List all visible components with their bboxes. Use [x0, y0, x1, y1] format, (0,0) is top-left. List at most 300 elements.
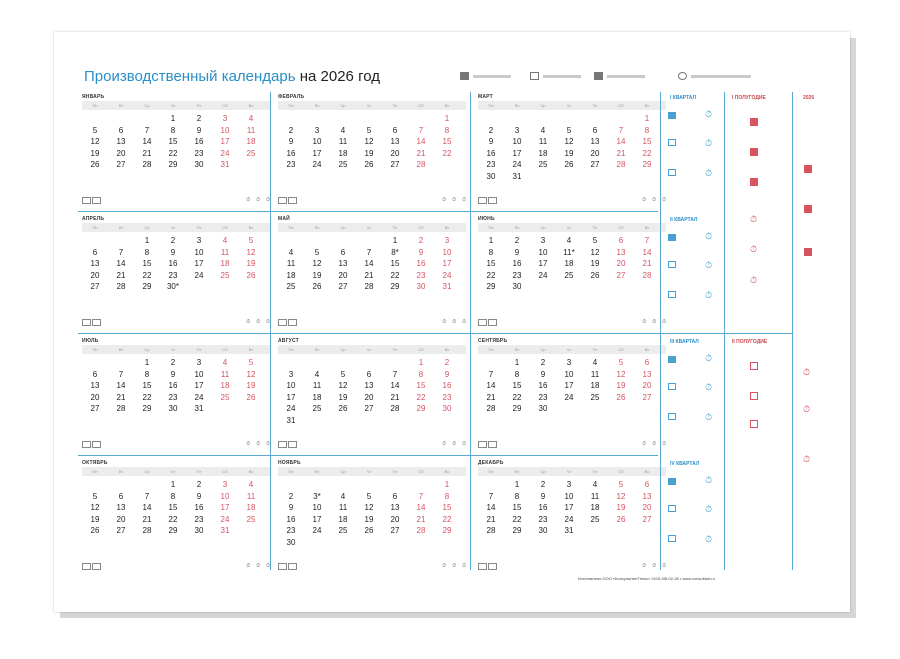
day-cell: 9	[444, 369, 450, 379]
day-cell	[238, 403, 264, 415]
clock-icon: ⏱	[452, 319, 457, 325]
month-name: АПРЕЛЬ	[82, 216, 105, 222]
day-cell: 11	[338, 503, 348, 512]
day-cell	[330, 235, 356, 247]
day-cell: 2	[196, 114, 202, 123]
day-cell: 19	[246, 259, 256, 268]
quarter-hours-icon: ⏱	[705, 534, 713, 544]
day-cell	[82, 113, 108, 125]
weekday-label: Чт	[366, 347, 372, 352]
day-cell: 30	[486, 171, 496, 181]
day-cell: 7	[488, 491, 494, 501]
day-cell: 16	[538, 503, 548, 512]
month-summary	[478, 317, 666, 327]
weekday-label: Вт	[314, 347, 320, 352]
quarter-4-label: IV КВАРТАЛ	[670, 461, 700, 467]
weekday-label: Ср	[340, 469, 346, 474]
day-cell: 3*	[313, 491, 321, 501]
day-cell	[478, 357, 504, 369]
day-grid	[278, 235, 466, 293]
day-cell: 19	[90, 514, 100, 524]
day-cell: 27	[90, 282, 100, 291]
weekday-label: Пт	[592, 469, 598, 474]
day-cell: 23	[286, 160, 296, 169]
day-cell: 18	[538, 148, 548, 158]
day-cell: 6	[644, 480, 650, 489]
weekday-label: Пн	[488, 469, 494, 474]
day-cell: 16	[168, 259, 178, 268]
day-cell: 12	[90, 137, 100, 146]
day-cell: 24	[194, 392, 204, 402]
month-name: ДЕКАБРЬ	[478, 460, 504, 466]
day-cell: 17	[220, 137, 230, 146]
day-grid	[478, 357, 666, 415]
day-cell: 29	[390, 282, 400, 291]
day-cell	[478, 113, 504, 125]
year-days-icon	[804, 248, 812, 256]
day-cell: 2	[444, 358, 450, 367]
day-cell: 13	[338, 259, 348, 268]
day-cell	[608, 281, 634, 293]
weekday-header	[278, 223, 466, 232]
day-cell: 9	[196, 125, 202, 135]
weekday-label: Ср	[540, 225, 546, 230]
day-cell: 9	[170, 247, 176, 257]
weekday-label: Ср	[144, 225, 150, 230]
day-cell: 15	[512, 381, 522, 390]
hours-icons	[642, 197, 666, 203]
day-cell	[582, 403, 608, 415]
quarter-days-icon	[668, 478, 676, 485]
legend-workday	[530, 72, 581, 80]
day-cell: 2	[488, 125, 494, 135]
day-cell: 19	[564, 148, 574, 158]
weekday-label: Чт	[566, 103, 572, 108]
day-cell: 22	[142, 392, 152, 402]
day-cell: 13	[116, 137, 126, 146]
workdays-box-icon	[82, 197, 91, 204]
day-cell: 24	[538, 270, 548, 280]
workdays-box-icon	[82, 319, 91, 326]
day-cell: 20	[590, 148, 600, 158]
day-cell: 5	[248, 358, 254, 367]
weekday-label: Пн	[288, 469, 294, 474]
day-cell: 11*	[563, 247, 575, 257]
day-cell: 27	[616, 270, 626, 280]
clock-icon: ⏱	[256, 563, 261, 569]
day-cell: 14	[390, 381, 400, 390]
clock-icon: ⏱	[462, 319, 466, 325]
month-0	[82, 93, 270, 213]
day-cell: 5	[340, 369, 346, 379]
day-cell: 5	[314, 247, 320, 257]
title-main: Производственный календарь	[84, 68, 296, 85]
weekday-label: Пн	[488, 347, 494, 352]
day-cell: 17	[220, 503, 230, 512]
year-days-icon	[804, 165, 812, 173]
weekday-label: Пт	[392, 103, 398, 108]
col-divider	[270, 92, 271, 570]
day-cell: 28	[642, 270, 652, 280]
day-cell	[330, 113, 356, 125]
weekday-label: Ср	[144, 469, 150, 474]
day-cell: 19	[312, 270, 322, 280]
day-cell: 1	[170, 114, 176, 123]
day-cell: 12	[590, 247, 600, 257]
day-cell: 5	[618, 480, 624, 489]
day-cell: 15	[512, 503, 522, 512]
month-summary	[478, 195, 666, 205]
clock-icon: ⏱	[442, 319, 447, 325]
day-cell	[582, 113, 608, 125]
day-cell	[82, 357, 108, 369]
weekday-label: Пт	[392, 469, 398, 474]
clock-icon: ⏱	[662, 563, 666, 569]
weekday-label: Чт	[566, 225, 572, 230]
day-grid	[82, 479, 270, 537]
clock-icon: ⏱	[246, 319, 251, 325]
day-cell: 27	[338, 282, 348, 291]
hours-icons	[442, 441, 466, 447]
weekday-label: Сб	[222, 347, 228, 352]
day-cell: 25	[312, 404, 322, 413]
day-cell: 7	[418, 125, 424, 135]
day-cell: 1	[514, 358, 520, 367]
workdays-box-icon	[478, 441, 487, 448]
weekends-box-icon	[92, 319, 101, 326]
day-cell	[82, 479, 108, 491]
day-cell	[304, 415, 330, 427]
day-cell: 16	[194, 503, 204, 512]
day-cell: 5	[248, 236, 254, 245]
legend-line	[473, 75, 511, 78]
day-cell: 16	[286, 514, 296, 524]
clock-icon: ⏱	[442, 441, 447, 447]
day-cell: 29	[168, 160, 178, 169]
day-cell: 1	[444, 480, 450, 489]
weekday-label: Пт	[196, 347, 202, 352]
day-cell: 4	[314, 369, 320, 379]
day-cell: 23	[538, 514, 548, 524]
day-cell: 4	[340, 491, 346, 501]
day-cell: 28	[486, 526, 496, 535]
day-cell: 18	[338, 148, 348, 158]
day-cell: 18	[246, 503, 256, 512]
day-cell: 7	[392, 369, 398, 379]
day-cell: 10	[286, 381, 296, 390]
day-cell	[304, 235, 330, 247]
day-cell: 21	[642, 259, 652, 268]
day-cell	[408, 479, 434, 491]
day-cell: 21	[116, 270, 126, 280]
day-cell: 12	[246, 247, 256, 257]
day-cell: 19	[246, 381, 256, 390]
day-cell: 27	[116, 160, 126, 169]
month-1	[278, 93, 466, 213]
weekday-label: Сб	[418, 225, 424, 230]
day-cell: 25	[338, 160, 348, 169]
day-cell: 31	[564, 526, 574, 535]
day-cell: 26	[246, 392, 256, 402]
day-cell: 22	[442, 514, 452, 524]
weekday-label: Пн	[488, 103, 494, 108]
day-cell: 14	[142, 137, 152, 146]
day-grid	[478, 235, 666, 293]
weekends-box-icon	[92, 197, 101, 204]
weekday-label: Вс	[248, 347, 254, 352]
quarter-1-label: I КВАРТАЛ	[670, 95, 696, 101]
weekday-label: Вс	[248, 225, 254, 230]
row-divider	[78, 333, 792, 334]
day-cell: 14	[416, 503, 426, 512]
day-cell: 22	[486, 270, 496, 280]
day-cell: 21	[486, 392, 496, 402]
day-cell	[238, 525, 264, 537]
day-cell: 3	[222, 480, 228, 489]
day-cell	[478, 479, 504, 491]
weekday-label: Чт	[366, 103, 372, 108]
day-cell: 12	[90, 503, 100, 512]
day-cell: 7	[488, 369, 494, 379]
day-cell: 19	[616, 381, 626, 390]
day-cell: 28	[486, 404, 496, 413]
day-cell: 19	[90, 148, 100, 158]
half-1-label: I ПОЛУГОДИЕ	[732, 95, 766, 101]
day-grid	[278, 357, 466, 426]
month-11	[478, 459, 666, 579]
clock-icon: ⏱	[652, 197, 657, 203]
day-cell: 25	[220, 392, 230, 402]
day-cell: 8	[514, 369, 520, 379]
workdays-box-icon	[478, 197, 487, 204]
day-cell: 13	[390, 137, 400, 146]
weekends-box-icon	[488, 197, 497, 204]
col-divider	[660, 92, 661, 570]
weekday-header	[278, 467, 466, 476]
day-cell: 18	[590, 381, 600, 390]
day-cell: 25	[246, 514, 256, 524]
day-cell: 22	[512, 514, 522, 524]
day-cell	[582, 525, 608, 537]
day-cell: 25	[338, 526, 348, 535]
day-cell	[238, 159, 264, 171]
day-cell: 11	[590, 369, 600, 379]
day-cell: 21	[364, 270, 374, 280]
weekday-label: Ср	[540, 469, 546, 474]
weekday-label: Вс	[248, 103, 254, 108]
day-cell: 13	[616, 247, 626, 257]
month-name: МАРТ	[478, 94, 493, 100]
day-cell: 11	[538, 137, 548, 146]
day-cell: 10	[538, 247, 548, 257]
month-summary	[278, 317, 466, 327]
day-cell: 13	[364, 381, 374, 390]
weekday-label: Пн	[92, 225, 98, 230]
clock-icon: ⏱	[462, 441, 466, 447]
day-cell: 29	[142, 404, 152, 413]
day-cell: 10	[312, 503, 322, 512]
weekends-box-icon	[288, 197, 297, 204]
clock-icon: ⏱	[266, 197, 270, 203]
clock-icon: ⏱	[642, 441, 647, 447]
day-cell	[134, 479, 160, 491]
weekday-label: Пн	[288, 347, 294, 352]
half-hours-icon: ⏱	[803, 367, 811, 377]
day-cell: 3	[540, 236, 546, 245]
day-cell: 2	[288, 491, 294, 501]
day-cell: 11	[246, 491, 256, 501]
day-cell: 22	[168, 514, 178, 524]
day-cell: 26	[90, 160, 100, 169]
day-cell	[330, 537, 356, 549]
day-cell	[356, 113, 382, 125]
day-cell: 24	[564, 514, 574, 524]
day-cell: 18	[590, 503, 600, 512]
day-cell	[556, 171, 582, 183]
day-cell: 16	[168, 381, 178, 390]
weekday-label: Пт	[196, 225, 202, 230]
day-cell: 16	[442, 381, 452, 390]
day-cell: 3	[566, 480, 572, 489]
day-cell: 13	[642, 491, 652, 501]
day-cell	[330, 357, 356, 369]
quarter-hours-icon: ⏱	[705, 475, 713, 485]
day-cell: 28	[416, 160, 426, 169]
day-cell: 17	[442, 259, 452, 268]
day-cell	[408, 537, 434, 549]
day-cell	[330, 479, 356, 491]
day-cell: 20	[338, 270, 348, 280]
legend-swatch-filled-icon	[594, 72, 603, 80]
clock-icon: ⏱	[442, 197, 447, 203]
weekday-label: Пт	[196, 469, 202, 474]
clock-icon: ⏱	[256, 319, 261, 325]
day-cell	[434, 415, 460, 427]
day-cell: 19	[364, 148, 374, 158]
day-cell: 10	[442, 247, 452, 257]
day-cell: 21	[142, 148, 152, 158]
day-cell: 26	[364, 160, 374, 169]
day-cell: 31	[220, 160, 230, 169]
day-cell: 6	[392, 125, 398, 135]
month-name: ЯНВАРЬ	[82, 94, 105, 100]
day-cell: 26	[564, 160, 574, 169]
day-cell: 29	[512, 526, 522, 535]
day-cell: 2	[540, 358, 546, 367]
quarter-weekends-icon	[668, 291, 676, 298]
weekday-label: Ср	[340, 103, 346, 108]
month-summary	[478, 561, 666, 571]
day-cell: 9	[170, 369, 176, 379]
quarter-days-icon	[668, 234, 676, 241]
workdays-box-icon	[82, 563, 91, 570]
day-cell	[356, 415, 382, 427]
day-cell: 29	[642, 160, 652, 169]
day-cell: 15	[168, 503, 178, 512]
day-cell: 4	[540, 125, 546, 135]
day-cell: 25	[564, 270, 574, 280]
day-cell: 13	[590, 137, 600, 146]
weekday-label: Сб	[618, 347, 624, 352]
weekday-label: Сб	[618, 225, 624, 230]
day-cell	[356, 537, 382, 549]
day-cell: 12	[246, 369, 256, 379]
clock-icon: ⏱	[256, 197, 261, 203]
half-days-icon	[750, 148, 758, 156]
year-label: 2026	[803, 95, 815, 101]
weekends-box-icon	[488, 319, 497, 326]
day-grid	[478, 113, 666, 182]
day-cell: 4	[222, 358, 228, 367]
weekday-label: Сб	[418, 103, 424, 108]
day-cell: 5	[92, 125, 98, 135]
weekday-label: Вт	[514, 469, 520, 474]
day-cell: 30	[168, 404, 178, 413]
day-cell	[356, 479, 382, 491]
day-cell: 12	[616, 491, 626, 501]
day-cell: 3	[196, 236, 202, 245]
month-name: ИЮНЬ	[478, 216, 495, 222]
clock-icon: ⏱	[246, 197, 251, 203]
day-cell	[108, 113, 134, 125]
day-grid	[278, 113, 466, 171]
weekday-label: Чт	[566, 347, 572, 352]
clock-icon: ⏱	[642, 197, 647, 203]
day-cell: 19	[590, 259, 600, 268]
day-cell: 27	[390, 160, 400, 169]
day-cell: 26	[364, 526, 374, 535]
weekday-label: Вт	[118, 469, 124, 474]
day-cell: 20	[90, 270, 100, 280]
day-cell: 14	[486, 503, 496, 512]
hours-icons	[246, 563, 270, 569]
day-cell: 1	[488, 236, 494, 245]
day-cell: 17	[312, 514, 322, 524]
day-grid	[82, 357, 270, 415]
day-cell: 15	[442, 503, 452, 512]
weekday-label: Ср	[540, 103, 546, 108]
clock-icon: ⏱	[442, 563, 447, 569]
clock-icon: ⏱	[642, 319, 647, 325]
day-cell: 26	[590, 270, 600, 280]
day-cell: 3	[314, 125, 320, 135]
day-cell	[186, 281, 212, 293]
day-cell	[238, 281, 264, 293]
hours-icons	[246, 319, 270, 325]
quarter-3-label: III КВАРТАЛ	[670, 339, 699, 345]
day-cell: 24	[312, 526, 322, 535]
day-cell: 23	[194, 148, 204, 158]
day-cell: 15	[442, 137, 452, 146]
day-cell: 22	[168, 148, 178, 158]
weekday-label: Пн	[92, 103, 98, 108]
day-cell: 4	[566, 236, 572, 245]
month-summary	[278, 561, 466, 571]
day-cell	[382, 415, 408, 427]
clock-icon: ⏱	[246, 563, 251, 569]
weekday-header	[82, 345, 270, 354]
quarter-hours-icon: ⏱	[705, 138, 713, 148]
day-cell	[608, 525, 634, 537]
day-cell: 29	[416, 404, 426, 413]
day-cell: 17	[564, 503, 574, 512]
day-cell: 13	[116, 503, 126, 512]
day-cell: 8	[170, 125, 176, 135]
day-cell: 19	[616, 503, 626, 512]
legend-line	[691, 75, 751, 78]
weekends-box-icon	[92, 441, 101, 448]
day-cell: 8	[170, 491, 176, 501]
